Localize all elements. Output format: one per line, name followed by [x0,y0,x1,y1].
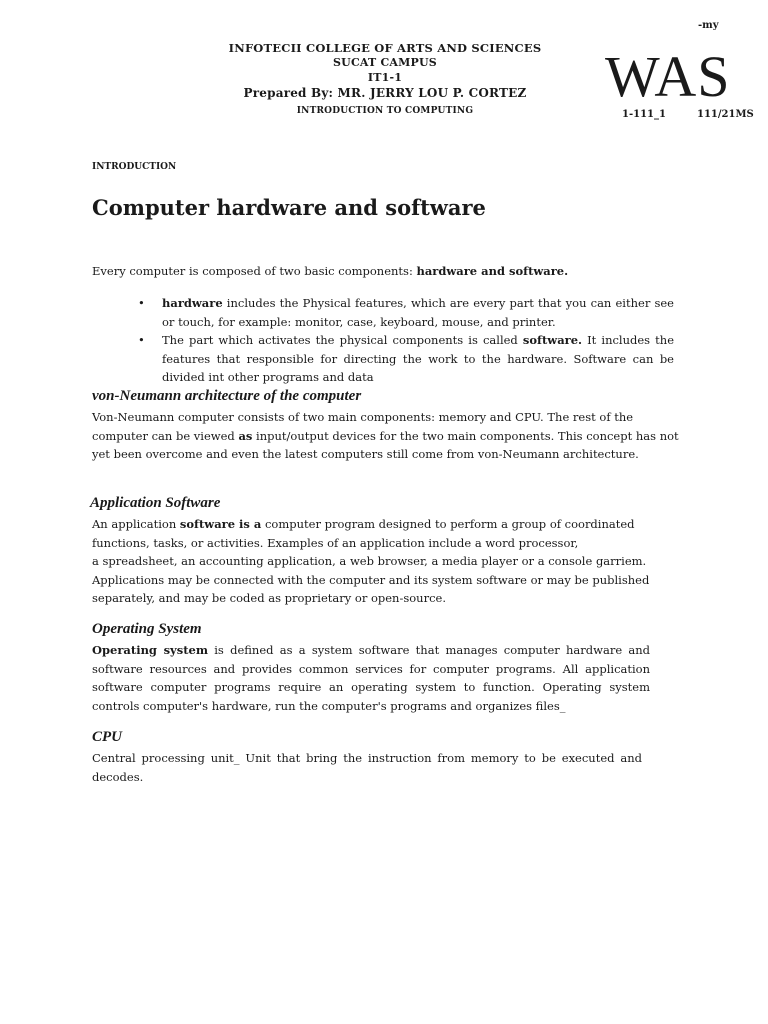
von-neumann-bold: as [238,428,253,443]
intro-paragraph [92,262,692,281]
section-label: INTRODUCTION [92,162,177,172]
operating-system-paragraph [92,641,650,715]
application-pre: An application [92,517,180,531]
von-neumann-paragraph [92,408,682,464]
von-neumann-pre: Von-Neumann computer consists of two main components: memory and CPU. The rest of the computer can be viewed [92,410,634,443]
intro-text: Every computer is composed of two basic components: [92,264,417,278]
intro-bold: hardware and software. [416,264,569,278]
von-neumann-heading: von-Neumann architecture of the computer [92,388,362,404]
application-text1: computer program designed to perform a group of coordinated functions, tasks, or activities. Examples of an application include a word processor, [92,517,635,550]
application-paragraph [92,515,672,608]
component-bullet-list [138,294,674,387]
application-bold: software is a [179,517,262,531]
application-heading: Application Software [90,495,221,511]
cpu-paragraph: Central processing unit_ Unit that bring the instruction from memory to be executed and decodes. [92,751,642,784]
page-title: Computer hardware and software [92,195,486,220]
bullet-software-bold: software. [522,333,583,348]
prepared-by: Prepared By: MR. JERRY LOU P. CORTEZ [243,86,527,100]
college-name: INFOTECII COLLEGE OF ARTS AND SCIENCES [228,41,542,55]
campus-name: SUCAT CAMPUS [333,56,437,69]
bullet-hardware-text: includes the Physical features, which are every part that you can either see or touch, for example: monitor, case, keyboard, mouse, and printer. [162,296,674,329]
bullet-marker: • [138,296,145,310]
corner-code-left: 1-111_1 [622,109,666,120]
bullet-software [138,331,674,387]
application-paragraph-line1 [92,515,672,552]
was-stamp: WAS [605,44,731,109]
course-title: INTRODUCTION TO COMPUTING [296,106,474,116]
bullet-hardware-bold: hardware [162,296,223,310]
application-text2: a spreadsheet, an accounting application, a web browser, a media player or a console garriem. Applications may be connected with the computer and its system software or may be published separately, and may be coded as proprietary or open-source. [92,554,650,606]
bullet-hardware [138,294,674,331]
operating-system-text: is defined as a system software that manages computer hardware and software resources and provides common services for computer programs. All application software computer programs require an operating system to function. Operating system controls computer's hardware, run the computer's programs and organizes files_ [92,643,650,713]
cpu-heading: CPU [92,729,122,745]
bullet-software-pre: The part which activates the physical components is called [162,333,523,348]
class-code: IT1-1 [367,71,403,84]
bullet-marker: • [138,333,145,348]
operating-system-heading: Operating System [92,621,202,637]
corner-mark: -my [698,20,719,31]
von-neumann-text: input/output devices for the two main components. This concept has not yet been overcome and even the latest computers still come from von-Neumann architecture. [92,428,679,462]
corner-code-right: 111/21MS [697,109,754,120]
operating-system-bold: Operating system [92,643,208,657]
bullet-software-text: It includes the features that responsible for directing the work to the hardware. Software can be divided int other programs and data [162,333,674,385]
